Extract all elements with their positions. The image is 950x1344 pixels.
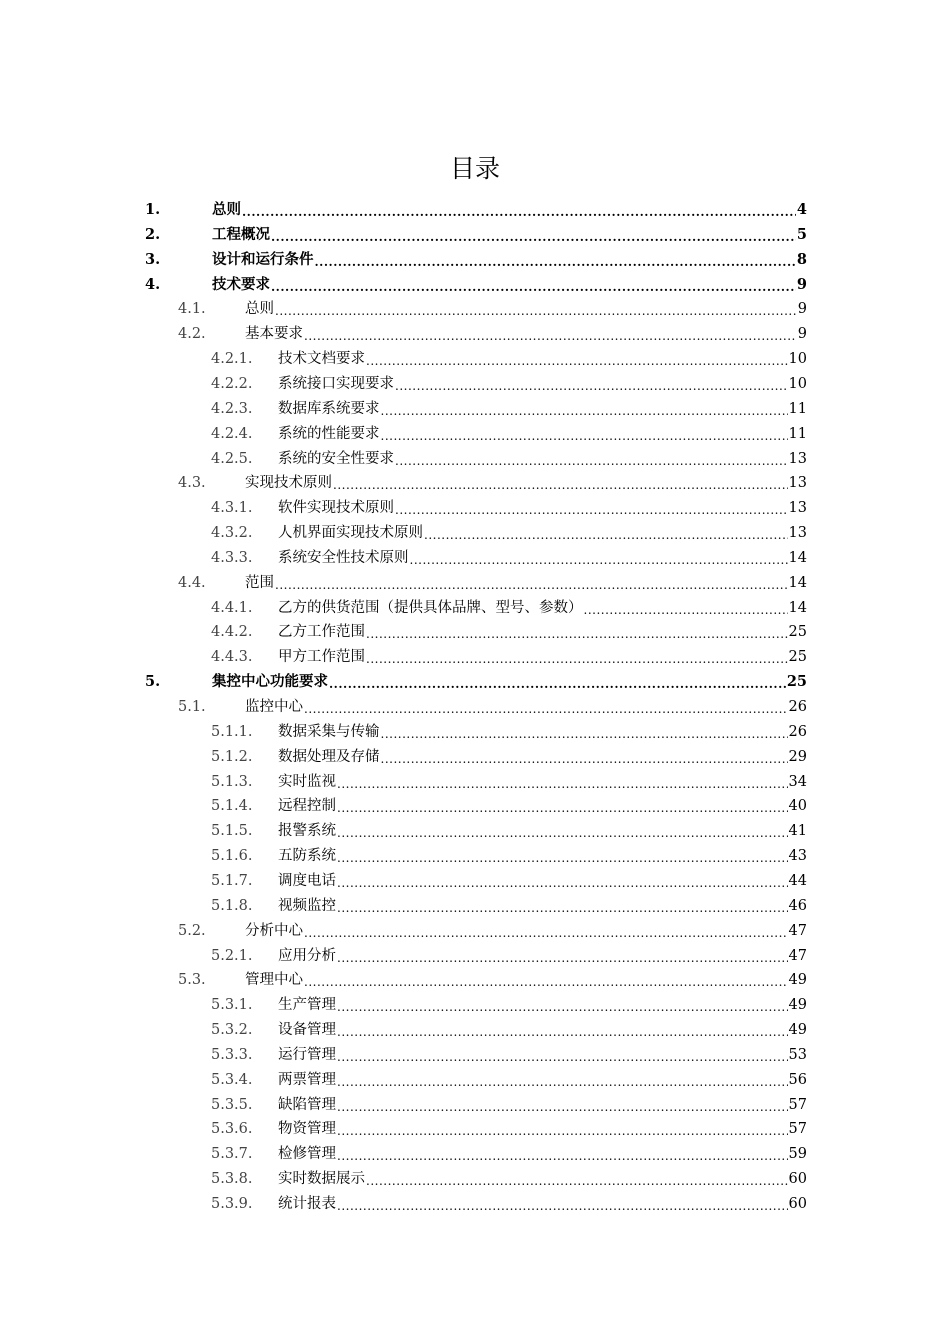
toc-entry-title: 生产管理 — [278, 997, 336, 1014]
toc-entry-page: 13 — [788, 475, 807, 492]
toc-entry-number: 5.3.8. — [211, 1171, 253, 1188]
toc-entry-number: 5.3.2. — [211, 1022, 253, 1039]
toc-entry-page: 26 — [788, 723, 807, 740]
toc-entry-number: 5.3.9. — [211, 1196, 253, 1212]
toc-entry-page: 8 — [796, 250, 807, 268]
toc-dot-leader — [381, 399, 788, 419]
toc-entry-page: 57 — [788, 1096, 807, 1113]
toc-entry-title: 管理中心 — [245, 972, 303, 989]
toc-entry-title: 报警系统 — [278, 823, 336, 840]
toc-entry-title: 实现技术原则 — [245, 475, 332, 492]
toc-entry-title: 基本要求 — [245, 326, 303, 343]
toc-entry[interactable] — [145, 221, 807, 245]
toc-dot-leader — [271, 275, 796, 295]
toc-entry-number: 5.1.2. — [211, 748, 253, 765]
toc-entry-title: 数据处理及存储 — [278, 748, 380, 765]
toc-entry[interactable] — [211, 445, 807, 469]
toc-entry[interactable] — [211, 494, 807, 518]
toc-entry-title: 设备管理 — [278, 1022, 336, 1039]
toc-entry[interactable] — [211, 1016, 807, 1040]
toc-entry-number: 4.3.1. — [211, 500, 253, 517]
toc-entry[interactable] — [211, 345, 807, 369]
toc-entry-number: 5.1.7. — [211, 872, 253, 889]
toc-dot-leader — [395, 449, 788, 469]
toc-entry-title: 调度电话 — [278, 872, 336, 889]
toc-dot-leader — [366, 1169, 788, 1189]
toc-entry-title: 人机界面实现技术原则 — [278, 525, 423, 542]
toc-entry-title: 数据采集与传输 — [278, 723, 380, 740]
toc-dot-leader — [337, 796, 788, 816]
toc-entry-page: 11 — [788, 425, 807, 442]
toc-entry-number: 5.3.5. — [211, 1096, 253, 1113]
toc-dot-leader — [337, 846, 788, 866]
toc-entry-title: 物资管理 — [278, 1121, 336, 1138]
toc-entry-number: 5.3.7. — [211, 1146, 253, 1163]
toc-entry-number: 4. — [145, 275, 161, 293]
toc-entry-number: 5. — [145, 673, 161, 691]
toc-entry[interactable] — [211, 1066, 807, 1090]
toc-dot-leader — [337, 1194, 788, 1214]
toc-entry-number: 5.1.8. — [211, 897, 253, 914]
toc-entry-title: 系统接口实现要求 — [278, 375, 394, 392]
toc-entry-page: 49 — [788, 1022, 807, 1039]
toc-entry-title: 两票管理 — [278, 1071, 336, 1088]
toc-entry-page: 26 — [788, 699, 807, 715]
toc-entry-title: 数据库系统要求 — [278, 400, 380, 417]
toc-dot-leader — [395, 374, 788, 394]
toc-entry-title: 技术文档要求 — [278, 351, 365, 368]
toc-entry[interactable] — [211, 618, 807, 642]
toc-entry[interactable] — [178, 917, 807, 941]
toc-entry-number: 5.1.3. — [211, 773, 253, 790]
toc-entry[interactable] — [178, 693, 807, 717]
toc-entry[interactable] — [178, 966, 807, 990]
toc-dot-leader — [366, 349, 788, 369]
toc-entry-number: 5.2. — [178, 922, 206, 939]
toc-entry-title: 集控中心功能要求 — [212, 673, 328, 691]
toc-dot-leader — [337, 1095, 788, 1115]
toc-entry-number: 5.1.1. — [211, 723, 253, 740]
toc-entry[interactable] — [211, 942, 807, 966]
toc-entry-page: 29 — [788, 748, 807, 765]
toc-entry[interactable] — [211, 817, 807, 841]
toc-entry-title: 软件实现技术原则 — [278, 500, 394, 517]
toc-entry[interactable] — [211, 1140, 807, 1164]
toc-dot-leader — [584, 598, 788, 618]
toc-entry[interactable] — [211, 1165, 807, 1189]
toc-entry-page: 60 — [788, 1196, 807, 1212]
toc-entry[interactable] — [211, 991, 807, 1015]
toc-entry[interactable] — [211, 544, 807, 568]
toc-entry-page: 46 — [788, 897, 807, 914]
toc-entry-number: 4.2.4. — [211, 425, 253, 442]
toc-entry[interactable] — [178, 469, 807, 493]
toc-entry-number: 4.4.3. — [211, 649, 253, 666]
toc-entry-number: 4.1. — [178, 301, 206, 318]
toc-entry-number: 5.1. — [178, 699, 206, 715]
toc-entry-page: 41 — [788, 823, 807, 840]
toc-entry-number: 3. — [145, 250, 161, 268]
toc-entry[interactable] — [145, 271, 807, 295]
toc-dot-leader — [271, 225, 796, 245]
toc-dot-leader — [337, 1020, 788, 1040]
toc-entry-page: 47 — [788, 947, 807, 964]
toc-entry-page: 14 — [788, 574, 807, 591]
toc-entry-page: 13 — [788, 500, 807, 517]
toc-entry-number: 4.3.3. — [211, 549, 253, 566]
toc-entry-page: 9 — [796, 275, 807, 293]
toc-entry-page: 49 — [788, 972, 807, 989]
toc-dot-leader — [315, 250, 796, 270]
toc-entry-title: 五防系统 — [278, 848, 336, 865]
toc-entry-number: 4.3.2. — [211, 525, 253, 542]
toc-entry-number: 4.4. — [178, 574, 206, 591]
toc-dot-leader — [410, 548, 788, 568]
toc-entry-number: 4.4.2. — [211, 624, 253, 641]
toc-entry[interactable] — [211, 594, 807, 618]
toc-entry-title: 应用分析 — [278, 947, 336, 964]
toc-entry-number: 5.3. — [178, 972, 206, 989]
toc-entry-number: 4.2.2. — [211, 375, 253, 392]
toc-entry-number: 5.1.5. — [211, 823, 253, 840]
toc-entry-title: 甲方工作范围 — [278, 649, 365, 666]
toc-entry[interactable] — [211, 743, 807, 767]
toc-entry-number: 4.4.1. — [211, 599, 253, 616]
toc-entry[interactable] — [211, 1190, 807, 1214]
toc-entry[interactable] — [211, 792, 807, 816]
toc-entry-number: 4.2.5. — [211, 450, 253, 467]
toc-entry-number: 4.3. — [178, 475, 206, 492]
toc-entry-page: 10 — [788, 351, 807, 368]
toc-entry-title: 运行管理 — [278, 1046, 336, 1063]
toc-dot-leader — [424, 523, 788, 543]
toc-entry-page: 9 — [797, 326, 807, 343]
toc-entry-number: 5.1.6. — [211, 848, 253, 865]
toc-entry-number: 5.3.6. — [211, 1121, 253, 1138]
toc-dot-leader — [337, 1119, 788, 1139]
toc-entry-title: 工程概况 — [212, 225, 270, 243]
toc-entry[interactable] — [211, 1115, 807, 1139]
toc-dot-leader — [304, 970, 788, 990]
toc-entry-number: 5.2.1. — [211, 947, 253, 964]
toc-dot-leader — [275, 573, 788, 593]
toc-dot-leader — [381, 424, 788, 444]
toc-dot-leader — [337, 995, 788, 1015]
toc-entry-title: 技术要求 — [212, 275, 270, 293]
toc-entry-title: 分析中心 — [245, 922, 303, 939]
toc-entry-number: 5.1.4. — [211, 798, 253, 815]
toc-dot-leader — [381, 747, 788, 767]
toc-entry[interactable] — [211, 842, 807, 866]
toc-entry[interactable] — [211, 718, 807, 742]
toc-entry-title: 总则 — [245, 301, 274, 318]
toc-entry-number: 5.3.3. — [211, 1046, 253, 1063]
toc-dot-leader — [337, 1144, 788, 1164]
toc-entry-page: 13 — [788, 525, 807, 542]
toc-dot-leader — [395, 498, 788, 518]
toc-entry-page: 57 — [788, 1121, 807, 1138]
toc-entry-number: 5.3.4. — [211, 1071, 253, 1088]
toc-entry[interactable] — [178, 569, 807, 593]
toc-entry-number: 4.2.3. — [211, 400, 253, 417]
toc-dot-leader — [337, 1045, 788, 1065]
toc-entry[interactable] — [211, 892, 807, 916]
toc-dot-leader — [242, 200, 796, 220]
toc-entry-title: 统计报表 — [278, 1196, 336, 1212]
toc-dot-leader — [381, 722, 788, 742]
toc-dot-leader — [329, 672, 786, 692]
toc-dot-leader — [337, 871, 788, 891]
toc-entry[interactable] — [211, 867, 807, 891]
toc-entry[interactable] — [211, 370, 807, 394]
toc-entry[interactable] — [145, 668, 807, 692]
toc-entry[interactable] — [211, 519, 807, 543]
toc-entry-page: 44 — [788, 872, 807, 889]
toc-entry[interactable] — [145, 196, 807, 220]
toc-entry-page: 4 — [796, 201, 807, 218]
toc-entry-page: 10 — [788, 375, 807, 392]
toc-entry-title: 乙方工作范围 — [278, 624, 365, 641]
toc-entry-page: 25 — [788, 649, 807, 666]
toc-entry-number: 4.2. — [178, 326, 206, 343]
toc-entry-page: 59 — [788, 1146, 807, 1163]
toc-entry-title: 视频监控 — [278, 897, 336, 914]
toc-entry-number: 2. — [145, 225, 161, 243]
toc-entry-page: 14 — [788, 599, 807, 616]
toc-dot-leader — [366, 622, 788, 642]
toc-dot-leader — [304, 324, 797, 344]
toc-entry-page: 13 — [788, 450, 807, 467]
toc-entry-page: 47 — [788, 922, 807, 939]
toc-dot-leader — [337, 821, 788, 841]
toc-entry[interactable] — [211, 395, 807, 419]
toc-entry[interactable] — [178, 320, 807, 344]
toc-entry-title: 监控中心 — [245, 699, 303, 715]
toc-entry-title: 检修管理 — [278, 1146, 336, 1163]
toc-entry-page: 43 — [788, 848, 807, 865]
toc-dot-leader — [304, 697, 788, 717]
toc-dot-leader — [304, 921, 788, 941]
toc-entry[interactable] — [211, 1041, 807, 1065]
toc-entry-title: 范围 — [245, 574, 274, 591]
toc-entry-page: 40 — [788, 798, 807, 815]
toc-entry[interactable] — [145, 246, 807, 270]
toc-entry-number: 4.2.1. — [211, 351, 253, 368]
toc-entry[interactable] — [211, 420, 807, 444]
toc-entry-title: 总则 — [212, 201, 241, 218]
toc-dot-leader — [337, 772, 788, 792]
toc-entry-page: 25 — [786, 673, 807, 691]
toc-entry-title: 远程控制 — [278, 798, 336, 815]
toc-entry-page: 53 — [788, 1046, 807, 1063]
toc-entry-title: 设计和运行条件 — [212, 250, 314, 268]
toc-entry-title: 实时数据展示 — [278, 1171, 365, 1188]
toc-entry-page: 25 — [788, 624, 807, 641]
toc-entry-title: 系统的安全性要求 — [278, 450, 394, 467]
toc-dot-leader — [275, 299, 797, 319]
toc-entry-title: 乙方的供货范围（提供具体品牌、型号、参数） — [278, 599, 583, 616]
toc-entry-page: 14 — [788, 549, 807, 566]
toc-entry-title: 系统的性能要求 — [278, 425, 380, 442]
toc-entry[interactable] — [211, 1091, 807, 1115]
toc-entry[interactable] — [178, 295, 807, 319]
toc-entry-page: 11 — [788, 400, 807, 417]
toc-dot-leader — [366, 647, 788, 667]
toc-entry-page: 60 — [788, 1171, 807, 1188]
toc-entry-page: 5 — [796, 225, 807, 243]
toc-entry[interactable] — [211, 768, 807, 792]
toc-entry-number: 1. — [145, 201, 161, 218]
toc-entry[interactable] — [211, 643, 807, 667]
toc-entry-page: 34 — [788, 773, 807, 790]
toc-entry-page: 49 — [788, 997, 807, 1014]
toc-entry-title: 缺陷管理 — [278, 1096, 336, 1113]
toc-entry-page: 9 — [797, 301, 807, 318]
toc-entry-title: 实时监视 — [278, 773, 336, 790]
toc-entry-page: 56 — [788, 1071, 807, 1088]
toc-entry-number: 5.3.1. — [211, 997, 253, 1014]
toc-dot-leader — [337, 896, 788, 916]
toc-dot-leader — [333, 473, 788, 493]
toc-dot-leader — [337, 946, 788, 966]
toc-dot-leader — [337, 1070, 788, 1090]
page-title: 目录 — [449, 154, 500, 183]
toc-entry-title: 系统安全性技术原则 — [278, 549, 409, 566]
